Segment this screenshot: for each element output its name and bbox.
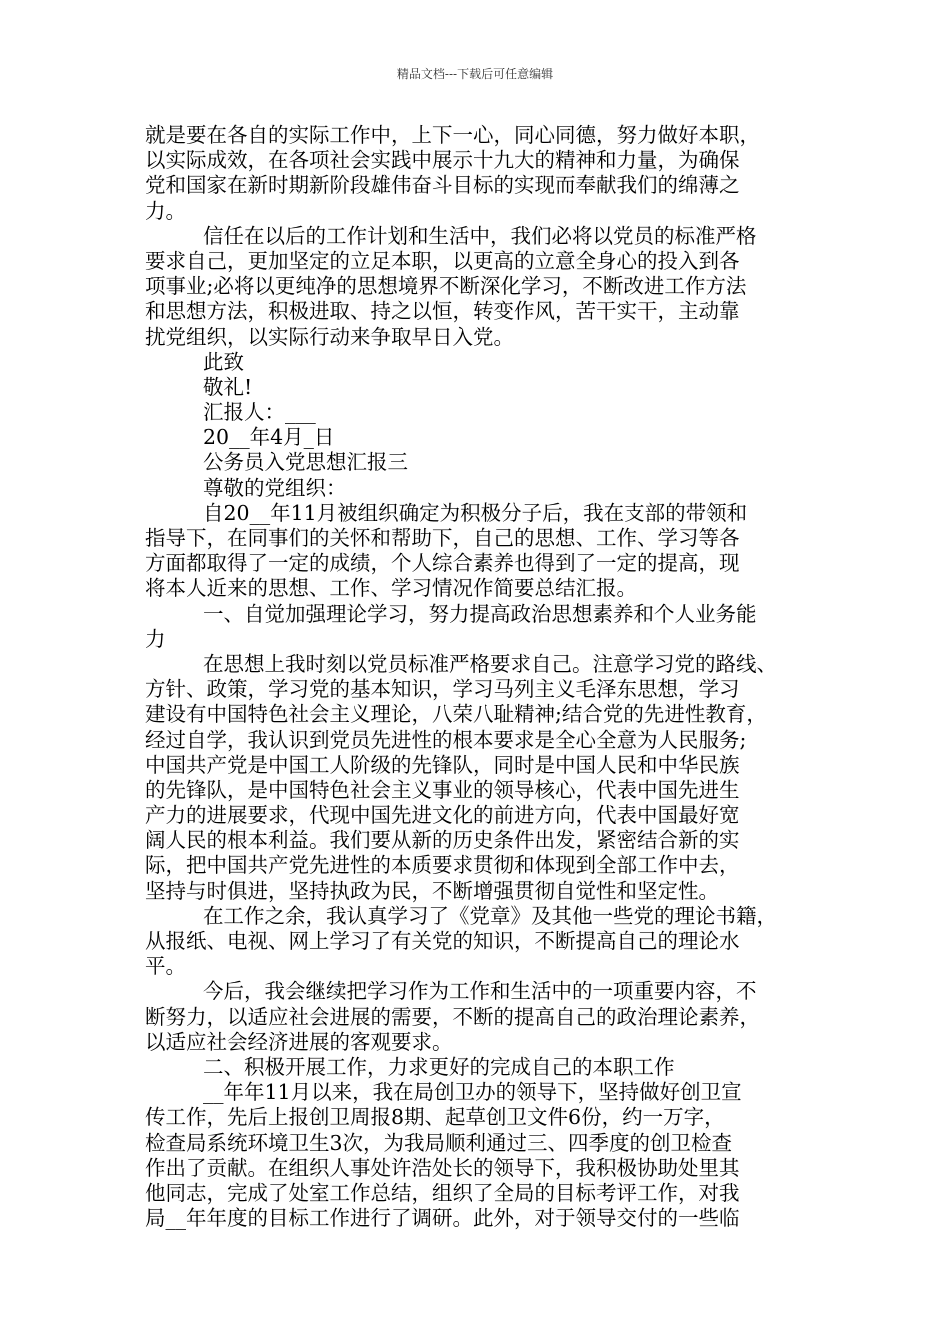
paragraph-first-line: 汇报人：___ [203, 400, 316, 425]
paragraph-first-line: 公务员入党思想汇报三 [203, 450, 408, 475]
paragraph-line: 坚持与时俱进，坚持执政为民，不断增强贯彻自觉性和坚定性。 [145, 878, 719, 903]
paragraph-line: 方面都取得了一定的成绩，个人综合素养也得到了一定的提高，现 [145, 551, 740, 576]
paragraph-line: 要求自己，更加坚定的立足本职，以更高的立意全身心的投入到各 [145, 248, 740, 273]
paragraph-first-line: 此致 [203, 349, 244, 374]
paragraph-first-line: 信任在以后的工作计划和生活中，我们必将以党员的标准严格 [203, 223, 757, 248]
paragraph-line: 党和国家在新时期新阶段雄伟奋斗目标的实现而奉献我们的绵薄之 [145, 173, 740, 198]
paragraph-line: 的先锋队，是中国特色社会主义事业的领导核心，代表中国先进生 [145, 777, 740, 802]
paragraph-line: 以适应社会经济进展的客观要求。 [145, 1029, 453, 1054]
paragraph-first-line: 二、积极开展工作，力求更好的完成自己的本职工作 [203, 1054, 675, 1079]
paragraph-line: 际，把中国共产党先进性的本质要求贯彻和体现到全部工作中去， [145, 853, 740, 878]
paragraph-line: 作出了贡献。在组织人事处许浩处长的领导下，我积极协助处里其 [145, 1155, 740, 1180]
paragraph-line: 力 [145, 626, 166, 651]
paragraph-first-line: 在工作之余，我认真学习了《党章》及其他一些党的理论书籍， [203, 903, 777, 928]
paragraph-line: 就是要在各自的实际工作中，上下一心，同心同德，努力做好本职， [145, 123, 760, 147]
paragraph-line: 平。 [145, 954, 186, 979]
paragraph-line: 项事业;必将以更纯净的思想境界不断深化学习，不断改进工作方法 [145, 274, 747, 299]
paragraph-line: 局__年年度的目标工作进行了调研。此外，对于领导交付的一些临 [145, 1206, 740, 1231]
paragraph-line: 传工作，先后上报创卫周报8期、起草创卫文件6份，约一万字， [145, 1105, 725, 1130]
paragraph-first-line: __年年11月以来，我在局创卫办的领导下，坚持做好创卫宣 [203, 1080, 742, 1105]
paragraph-line: 将本人近来的思想、工作、学习情况作简要总结汇报。 [145, 576, 637, 601]
paragraph-line: 力。 [145, 198, 186, 223]
paragraph-line: 以实际成效，在各项社会实践中展示十九大的精神和力量，为确保 [145, 148, 740, 173]
paragraph-line: 阔人民的根本利益。我们要从新的历史条件出发，紧密结合新的实 [145, 828, 740, 853]
paragraph-line: 他同志，完成了处室工作总结，组织了全局的目标考评工作，对我 [145, 1180, 740, 1205]
paragraph-line: 扰党组织，以实际行动来争取早日入党。 [145, 324, 514, 349]
paragraph-line: 中国共产党是中国工人阶级的先锋队，同时是中国人民和中华民族 [145, 752, 740, 777]
paragraph-first-line: 敬礼! [203, 374, 253, 399]
paragraph-line: 断努力，以适应社会进展的需要，不断的提高自己的政治理论素养， [145, 1004, 760, 1029]
paragraph-line: 和思想方法，积极进取、持之以恒，转变作风，苦干实干，主动靠 [145, 299, 740, 324]
paragraph-first-line: 一、自觉加强理论学习，努力提高政治思想素养和个人业务能 [203, 601, 757, 626]
paragraph-line: 经过自学，我认识到党员先进性的根本要求是全心全意为人民服务; [145, 727, 747, 752]
paragraph-first-line: 尊敬的党组织： [203, 475, 347, 500]
page-header: 精品文档---下载后可任意编辑 [396, 67, 554, 81]
paragraph-line: 方针、政策，学习党的基本知识，学习马列主义毛泽东思想，学习 [145, 677, 740, 702]
document-body [145, 123, 810, 1231]
paragraph-first-line: 在思想上我时刻以党员标准严格要求自己。注意学习党的路线、 [203, 651, 777, 676]
paragraph-first-line: 自20__年11月被组织确定为积极分子后，我在支部的带领和 [203, 500, 748, 525]
paragraph-first-line: 今后，我会继续把学习作为工作和生活中的一项重要内容，不 [203, 979, 757, 1004]
paragraph-first-line: 20__年4月_日 [203, 425, 335, 450]
paragraph-line: 从报纸、电视、网上学习了有关党的知识，不断提高自己的理论水 [145, 929, 740, 953]
paragraph-line: 指导下，在同事们的关怀和帮助下，自己的思想、工作、学习等各 [145, 526, 740, 550]
paragraph-line: 产力的进展要求，代现中国先进文化的前进方向，代表中国最好宽 [145, 803, 740, 828]
paragraph-line: 检查局系统环境卫生3次，为我局顺利通过三、四季度的创卫检查 [145, 1130, 733, 1155]
paragraph-line: 建设有中国特色社会主义理论，八荣八耻精神;结合党的先进性教育， [145, 702, 767, 727]
